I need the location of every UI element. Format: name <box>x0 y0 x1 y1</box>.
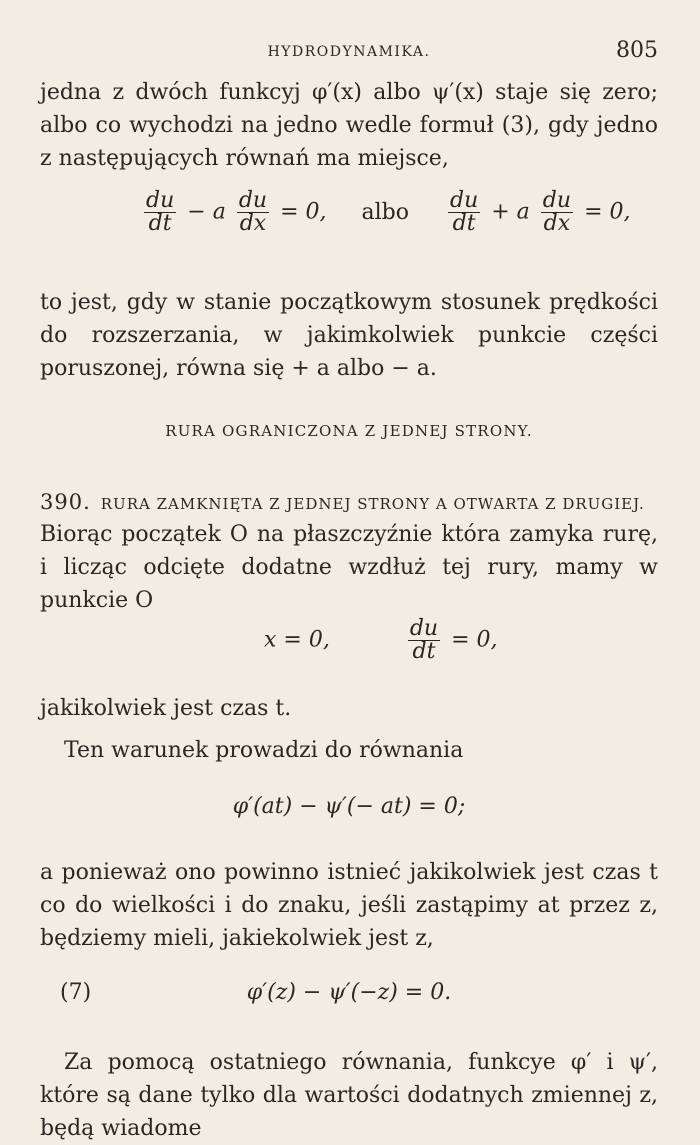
eq4-body: φ′(z) − ψ′(−z) = 0. <box>246 980 452 1005</box>
paragraph-3: Biorąc początek O na płaszczyźnie która zamyka rurę, i licząc odcięte dodatne wzdłuż tej rury, mamy w punkcie O <box>40 522 658 613</box>
equation-1 <box>40 190 658 235</box>
eq2-rhs: = 0, <box>451 627 498 653</box>
eq2-left: x = 0, <box>264 627 330 653</box>
eq1-minus-a: − a <box>187 199 226 225</box>
paragraph-7: Za pomocą ostatniego równania, funkcye φ′ i ψ′, które są dane tylko dla wartości dodatnych zmiennej z, będą wiadome <box>40 1050 658 1141</box>
running-head: HYDRODYNAMIKA. <box>267 44 431 60</box>
eq1-plus-a: + a <box>491 199 530 225</box>
page-number: 805 <box>616 38 658 63</box>
equation-4 <box>40 980 658 1005</box>
eq1-rhs-right: = 0, <box>584 199 631 225</box>
paragraph-6: a ponieważ ono powinno istnieć jakikolwiek jest czas t co do wielkości i do znaku, jeśli zastąpimy at przez z, będziemy mieli, jakiekolwiek jest z, <box>40 860 658 951</box>
subsection-heading <box>40 490 658 514</box>
fraction-du-dt: $\frac{du}{dt}$ <box>146 188 175 236</box>
paragraph-1: jedna z dwóch funkcyj φ′(x) albo ψ′(x) staje się zero; albo co wychodzi na jedno wedle formuł (3), gdy jedno z następujących równań ma miejsce, <box>40 80 658 171</box>
paragraph-4: jakikolwiek jest czas t. <box>40 696 292 721</box>
word-albo: albo <box>361 199 409 225</box>
subsection-number: 390. <box>40 490 91 514</box>
eq1-rhs-left: = 0, <box>280 199 327 225</box>
subsection-title: RURA ZAMKNIĘTA Z JEDNEJ STRONY A OTWARTA Z DRUGIEJ. <box>100 495 645 513</box>
fraction-du-dt-2: $\frac{du}{dt}$ <box>449 188 479 236</box>
fraction-du-dt-3: $\frac{du}{dt}$ <box>409 616 439 664</box>
fraction-du-dx: $\frac{du}{dx}$ <box>238 188 268 236</box>
paragraph-2: to jest, gdy w stanie początkowym stosunek prędkości do rozszerzania, w jakimkolwiek punkcie części poruszonej, równa się + a albo − a. <box>40 290 658 381</box>
fraction-du-dx-2: $\frac{du}{dx}$ <box>542 188 572 236</box>
equation-tag: (7) <box>60 980 92 1005</box>
page-header <box>40 38 658 68</box>
section-heading: RURA OGRANICZONA Z JEDNEJ STRONY. <box>165 422 533 440</box>
paragraph-5: Ten warunek prowadzi do równania <box>64 738 464 763</box>
equation-2 <box>40 618 658 663</box>
equation-3: φ′(at) − ψ′(− at) = 0; <box>232 794 466 819</box>
